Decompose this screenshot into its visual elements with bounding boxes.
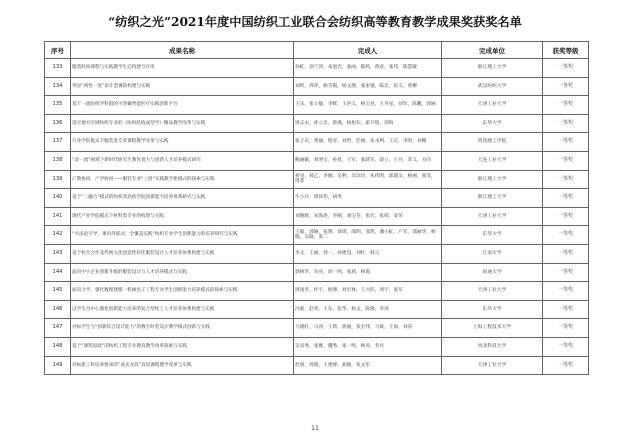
cell-unit: 常熟理工学院 — [442, 133, 543, 152]
table-row — [45, 319, 589, 338]
cell-grade: 一等奖 — [543, 226, 589, 245]
table-row — [45, 244, 589, 263]
cell-unit: 江南大学 — [442, 244, 543, 263]
cell-unit: 浙江理工大学 — [442, 170, 543, 189]
cell-name: 行业学院模式下服装类专业课程教学改革与实践 — [71, 133, 294, 152]
cell-name: “方法论引导，课内外联动，全覆盖实践”纺织专业学生创新能力的培养研究与实践 — [71, 226, 294, 245]
cell-people: 孙虹，徐宁涛，朱旭光，张曲，陆鸣，蒋彦，张伟，陈慧敏 — [294, 59, 442, 78]
cell-people: 张子庆，黄丽，程青，刘哲，任丽，朱永利，王庆，李明，刘娜 — [294, 133, 442, 152]
table-row — [45, 226, 589, 245]
header-grade: 获奖等级 — [543, 42, 589, 59]
table-row — [45, 114, 589, 133]
table-row — [45, 59, 589, 78]
header-unit: 完成单位 — [442, 42, 543, 59]
cell-no: 138 — [45, 151, 71, 170]
table-row — [45, 337, 589, 356]
cell-name: 基于一流纺织学科群的可穿戴智能医疗实践创新平台 — [71, 96, 294, 115]
cell-unit: 天津工业大学 — [442, 282, 543, 301]
cell-no: 144 — [45, 263, 71, 282]
cell-no: 135 — [45, 96, 71, 115]
cell-name: 对标学生与“创新综合设计能力”的数字时装设计教学模式创新与实践 — [71, 319, 294, 338]
cell-people: 刘晓辉，宋海尧，李刚，刘宝芬，张宏，张萌，安荣 — [294, 207, 442, 226]
cell-people: 冯新，赵英，王东，张华，杨文，陈晓，李冰 — [294, 300, 442, 319]
cell-no: 134 — [45, 77, 71, 96]
cell-name: 产教协同、产学协同——服装专业“三创”实践教学新模式的探索与实践 — [71, 170, 294, 189]
cell-no: 145 — [45, 282, 71, 301]
cell-grade: 一等奖 — [543, 133, 589, 152]
cell-grade: 一等奖 — [543, 114, 589, 133]
table-row — [45, 356, 589, 375]
table-row — [45, 189, 589, 208]
cell-unit: 上海工程技术大学 — [442, 319, 543, 338]
cell-no: 143 — [45, 244, 71, 263]
cell-name: 现代产业学院模式下材料类专业的构建与实践 — [71, 207, 294, 226]
cell-unit: 东华大学 — [442, 300, 543, 319]
table-row — [45, 151, 589, 170]
cell-people: 祝旻，郝乙，李刚，吴利，吴玲玲，朱伟明，邵淑文，杨丽，张雯，周菲 — [294, 170, 442, 189]
page-title: “纺织之光”2021年度中国纺织工业联合会纺织高等教育教学成果奖获奖名单 — [108, 15, 522, 29]
cell-grade: 一等奖 — [543, 96, 589, 115]
cell-unit: 天津工业大学 — [442, 356, 543, 375]
cell-grade: 一等奖 — [543, 189, 589, 208]
cell-grade: 一等奖 — [543, 282, 589, 301]
cell-people: 李文，王丽，郭一，孙建设，刘红，韩云 — [294, 244, 442, 263]
cell-people: 牛小兵，周泽伟，胡秀 — [294, 189, 442, 208]
cell-name: 以学生为中心强化创新能力培养的复合型化工人才培养体系构建与实践 — [71, 300, 294, 319]
cell-people: 吴彦秀，张雅，魏秀，张一鸣，林涛，乔丹 — [294, 337, 442, 356]
cell-name: 适应地方区域纺织专业的《纺织结构成型学》精品教学改革与实践 — [71, 114, 294, 133]
award-table — [44, 41, 589, 375]
cell-name: 基于“三融合”模式的纺织类高校学院创新能力培养体系研究与实践 — [71, 189, 294, 208]
cell-unit: 南通大学 — [442, 263, 543, 282]
header-name: 成果名称 — [71, 42, 294, 59]
cell-grade: 一等奖 — [543, 151, 589, 170]
cell-people: 王敏，郭丽，张翔，徐周，邵明，邹然，潘小虹，户军，邵丽华，杨晓，吴晓，张二 — [294, 226, 442, 245]
cell-people: 马晓红，马涛，王琦，郭丽，张宏伟，马斌，王海，刘涛 — [294, 319, 442, 338]
cell-grade: 一等奖 — [543, 59, 589, 78]
table-row — [45, 96, 589, 115]
cell-people: 郭树华，乐亮，徐一鸣，张莉，杨霞 — [294, 263, 442, 282]
cell-unit: 天津工业大学 — [442, 96, 543, 115]
cell-no: 136 — [45, 114, 71, 133]
cell-name: 基于“课程思政”的纺织工程专业教育教学改革探索与实践 — [71, 337, 294, 356]
table-row — [45, 170, 589, 189]
cell-name: 突显“两性一度”审计金课的构建与实践 — [71, 77, 294, 96]
table-row — [45, 300, 589, 319]
cell-no: 137 — [45, 133, 71, 152]
cell-no: 146 — [45, 300, 71, 319]
cell-grade: 一等奖 — [543, 77, 589, 96]
table-row — [45, 133, 589, 152]
cell-grade: 一等奖 — [543, 337, 589, 356]
cell-name: 基于校介合作及传统文化创造性转化服装设计人才培养体系构建与实践 — [71, 244, 294, 263]
header-people: 完成人 — [294, 42, 442, 59]
table-header-row — [45, 42, 589, 59]
cell-unit: 浙江理工大学 — [442, 59, 543, 78]
cell-people: 鲍丽颖，刘明宝，孙星，王军，张跃军，薛立，王丹，苏义，方向 — [294, 151, 442, 170]
table-row — [45, 207, 589, 226]
cell-people: 赵娟，周晓，王建峰，胡晓，张文军 — [294, 356, 442, 375]
cell-name: 服装时尚课程与实践教学生态构建与应用 — [71, 59, 294, 78]
cell-grade: 一等奖 — [543, 263, 589, 282]
table-row — [45, 77, 589, 96]
cell-unit: 天津工业大学 — [442, 207, 543, 226]
cell-name: 对标新工科培养要求的“成式分段”双语课程教学改革与实践 — [71, 356, 294, 375]
cell-unit: 河北科技大学 — [442, 337, 543, 356]
cell-grade: 一等奖 — [543, 170, 589, 189]
cell-grade: 一等奖 — [543, 356, 589, 375]
page-number: 11 — [311, 425, 319, 432]
cell-people: 王乐，张立敏，李辉，王洪义，杨宝君，王丹星，刘军，陈鹏，郭丽 — [294, 96, 442, 115]
cell-people: 周国华，杜宇，杨博，刘宏林，王兴旺，刘宇，张军 — [294, 282, 442, 301]
cell-no: 147 — [45, 319, 71, 338]
cell-no: 139 — [45, 170, 71, 189]
cell-unit: 东华大学 — [442, 226, 543, 245]
cell-grade: 一等奖 — [543, 244, 589, 263]
cell-grade: 一等奖 — [543, 207, 589, 226]
cell-grade: 一等奖 — [543, 319, 589, 338]
cell-no: 142 — [45, 226, 71, 245]
cell-no: 140 — [45, 189, 71, 208]
cell-name: “双一流”视域下新时代研究生教育着力与创新人才培养模式研究 — [71, 151, 294, 170]
table-body — [45, 59, 589, 375]
cell-no: 141 — [45, 207, 71, 226]
header-no: 序号 — [45, 42, 71, 59]
cell-people: 刘昕，周萍，杨雪霞，杨文静，张家强，陈忠，彭义，黄柳 — [294, 77, 442, 96]
cell-unit: 浙江理工大学 — [442, 189, 543, 208]
cell-unit: 武汉纺织大学 — [442, 77, 543, 96]
cell-no: 149 — [45, 356, 71, 375]
cell-unit: 大连工业大学 — [442, 151, 543, 170]
cell-no: 133 — [45, 59, 71, 78]
table-row — [45, 282, 589, 301]
cell-name: 面向中小企业创新升级的服装设计与人才培养模式与实践 — [71, 263, 294, 282]
cell-unit: 东华大学 — [442, 114, 543, 133]
cell-no: 148 — [45, 337, 71, 356]
table-row — [45, 263, 589, 282]
cell-people: 周志永，孙立忠，蔡燕，杨旭东，霍开银，郭海 — [294, 114, 442, 133]
cell-grade: 一等奖 — [543, 300, 589, 319]
cell-name: 面向力学，强化数理建模一机械电子工程专业学生创新能力培养模式的探索与实践 — [71, 282, 294, 301]
